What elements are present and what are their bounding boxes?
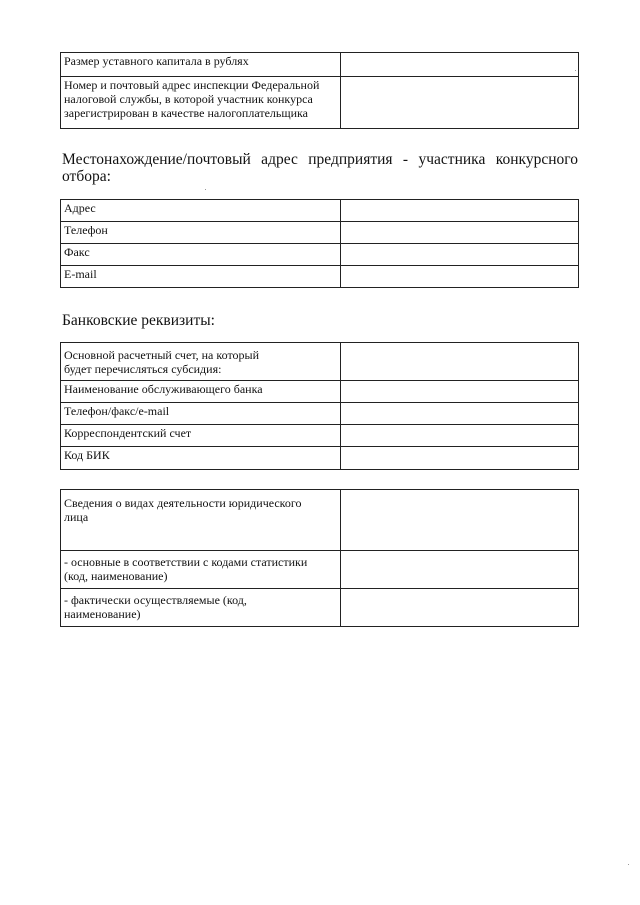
fax-label <box>61 244 341 266</box>
fax-field[interactable] <box>341 244 579 266</box>
location-heading <box>62 151 578 185</box>
row-label: E-mail <box>64 267 97 281</box>
table-row <box>61 343 579 381</box>
email-label <box>61 266 341 288</box>
contacts-table <box>60 199 579 288</box>
scan-speck <box>205 189 206 190</box>
row-label: Наименование обслуживающего банка <box>64 382 263 396</box>
table-row <box>61 244 579 266</box>
location-heading-line1: Местонахождение/почтовый адрес предприятия - участника конкурсного <box>62 151 578 168</box>
table-row <box>61 490 579 551</box>
correspondent-account-field[interactable] <box>341 425 579 447</box>
scan-speck <box>628 864 629 865</box>
bank-contacts-field[interactable] <box>341 403 579 425</box>
bank-contacts-label <box>61 403 341 425</box>
authorized-capital-label <box>61 53 341 77</box>
email-field[interactable] <box>341 266 579 288</box>
registration-table <box>60 52 579 129</box>
address-field[interactable] <box>341 200 579 222</box>
scan-speck <box>575 70 576 71</box>
row-label: - основные в соответствии с кодами статистики (код, наименование) <box>64 555 308 583</box>
settlement-account-label <box>61 343 341 381</box>
phone-label <box>61 222 341 244</box>
row-label: Телефон <box>64 223 108 237</box>
row-label: Основной расчетный счет, на который будет перечисляться субсидия: <box>64 348 260 376</box>
activity-types-field[interactable] <box>341 490 579 551</box>
actual-activities-label <box>61 589 341 627</box>
main-activities-label <box>61 551 341 589</box>
tax-inspection-field[interactable] <box>341 77 579 129</box>
bank-name-field[interactable] <box>341 381 579 403</box>
table-row <box>61 551 579 589</box>
bik-code-label <box>61 447 341 470</box>
phone-field[interactable] <box>341 222 579 244</box>
tax-inspection-label <box>61 77 341 129</box>
table-row <box>61 447 579 470</box>
row-label: Код БИК <box>64 448 110 462</box>
activity-table <box>60 489 579 627</box>
correspondent-account-label <box>61 425 341 447</box>
table-row <box>61 381 579 403</box>
row-label: Сведения о видах деятельности юридического лица <box>64 496 302 524</box>
table-row <box>61 589 579 627</box>
table-row <box>61 266 579 288</box>
bank-name-label <box>61 381 341 403</box>
table-row <box>61 403 579 425</box>
location-heading-line2: отбора: <box>62 168 111 185</box>
row-label: Корреспондентский счет <box>64 426 192 440</box>
bank-table <box>60 342 579 470</box>
row-label: Телефон/факс/e-mail <box>64 404 170 418</box>
table-row <box>61 53 579 77</box>
row-label: Размер уставного капитала в рублях <box>64 54 249 68</box>
row-label: Адрес <box>64 201 96 215</box>
table-row <box>61 222 579 244</box>
row-label: Факс <box>64 245 90 259</box>
address-label <box>61 200 341 222</box>
actual-activities-field[interactable] <box>341 589 579 627</box>
authorized-capital-field[interactable] <box>341 53 579 77</box>
main-activities-field[interactable] <box>341 551 579 589</box>
activity-types-label <box>61 490 341 551</box>
row-label: - фактически осуществляемые (код, наименование) <box>64 593 247 621</box>
row-label: Номер и почтовый адрес инспекции Федеральной налоговой службы, в которой участник конкурса зарегистрирован в качестве налогоплательщика <box>64 78 320 120</box>
table-row <box>61 200 579 222</box>
settlement-account-field[interactable] <box>341 343 579 381</box>
table-row <box>61 77 579 129</box>
bik-code-field[interactable] <box>341 447 579 470</box>
bank-heading: Банковские реквизиты: <box>62 312 215 329</box>
table-row <box>61 425 579 447</box>
